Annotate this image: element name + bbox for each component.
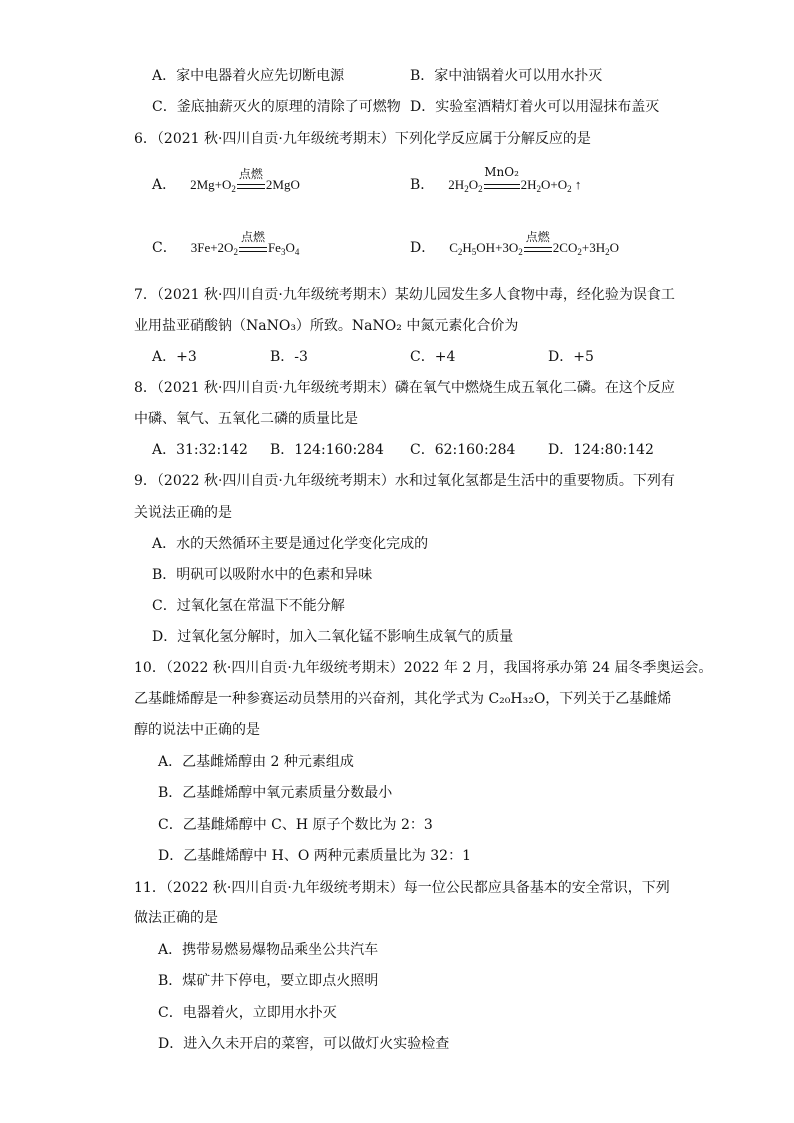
q10-stem-line2: 乙基雌烯醇是一种参赛运动员禁用的兴奋剂，其化学式为 C₂₀H₃₂O，下列关于乙基雌烯 (134, 691, 672, 707)
condition-label: 点燃 (238, 167, 263, 181)
q5-option-a: A．家中电器着火应先切断电源 (152, 68, 345, 84)
q11-stem-line1: 11．（2022 秋·四川自贡·九年级统考期末）每一位公民都应具备基本的安全常识，下列 (134, 880, 670, 896)
q5-option-b: B．家中油锅着火可以用水扑灭 (410, 68, 603, 84)
condition-label: MnO₂ (484, 165, 519, 179)
condition-label: 点燃 (525, 230, 550, 244)
q10-option-c: C．乙基雌烯醇中 C、H 原子个数比为 2：3 (158, 817, 433, 833)
q10-stem-line1: 10．（2022 秋·四川自贡·九年级统考期末）2022 年 2 月，我国将承办第 24 届冬季奥运会。 (134, 660, 713, 676)
q6-option-d: D． $C_2H_5OH+3O_2$ 点燃 $2CO_2+3H_2O$ (410, 230, 619, 257)
q9-option-c: C．过氧化氢在常温下不能分解 (152, 598, 345, 614)
q8-stem-line1: 8．（2021 秋·四川自贡·九年级统考期末）磷在氧气中燃烧生成五氧化二磷。在这个反应 (134, 380, 675, 396)
q9-stem-line2: 关说法正确的是 (134, 505, 232, 521)
q6-stem: 6．（2021 秋·四川自贡·九年级统考期末）下列化学反应属于分解反应的是 (134, 131, 591, 147)
q7-stem-line2: 业用盐亚硝酸钠（NaNO₃）所致。NaNO₂ 中氮元素化合价为 (134, 318, 519, 334)
q7-stem-line1: 7．（2021 秋·四川自贡·九年级统考期末）某幼儿园发生多人食物中毒，经化验为误食工 (134, 287, 675, 303)
q6-option-b-letter: B． (410, 177, 435, 193)
q6-option-a: A． $2Mg+O_2$ 点燃 2MgO (152, 167, 300, 194)
reaction-condition (237, 167, 265, 195)
q8-stem-line2: 中磷、氧气、五氧化二磷的质量比是 (134, 411, 358, 427)
q10-option-d: D．乙基雌烯醇中 H、O 两种元素质量比为 32：1 (158, 848, 471, 864)
q10-option-a: A．乙基雌烯醇由 2 种元素组成 (158, 754, 354, 770)
reaction-condition (239, 230, 267, 258)
q9-option-a: A．水的天然循环主要是通过化学变化完成的 (152, 536, 429, 552)
q9-option-b: B．明矾可以吸附水中的色素和异味 (152, 567, 373, 583)
q11-option-b: B．煤矿井下停电，要立即点火照明 (158, 973, 379, 989)
q10-stem-line3: 醇的说法中正确的是 (134, 722, 260, 738)
reaction-condition (484, 165, 520, 195)
q5-option-c: C．釜底抽薪灭火的原理的清除了可燃物 (152, 99, 401, 115)
q6-option-d-letter: D． (410, 240, 436, 256)
q7-option-a: A．+3 (152, 349, 197, 365)
q10-option-b: B．乙基雌烯醇中氧元素质量分数最小 (158, 785, 393, 801)
q9-stem-line1: 9．（2022 秋·四川自贡·九年级统考期末）水和过氧化氢都是生活中的重要物质。下列有 (134, 473, 675, 489)
q8-option-a: A．31:32:142 (152, 442, 248, 458)
q6-option-c-letter: C． (152, 240, 177, 256)
q11-option-d: D．进入久未开启的菜窖，可以做灯火实验检查 (158, 1036, 450, 1052)
q8-option-b: B．124:160:284 (270, 442, 384, 458)
q8-option-d: D．124:80:142 (548, 442, 654, 458)
q11-stem-line2: 做法正确的是 (134, 910, 218, 926)
condition-label: 点燃 (240, 230, 265, 244)
q9-option-d: D．过氧化氢分解时，加入二氧化锰不影响生成氧气的质量 (152, 629, 514, 645)
reaction-condition (524, 230, 552, 258)
q7-option-c: C．+4 (410, 349, 456, 365)
q6-option-c: C． $3Fe+2O_2$ 点燃 $Fe_3O_4$ (152, 230, 300, 257)
q7-option-b: B．-3 (270, 349, 308, 365)
q8-option-c: C．62:160:284 (410, 442, 516, 458)
q5-option-d: D．实验室酒精灯着火可以用湿抹布盖灭 (410, 99, 660, 115)
q6-option-b: B． $2H_2O_2$ MnO₂ $2H_2O+O_2$ ↑ (410, 165, 582, 194)
q11-option-c: C．电器着火，立即用水扑灭 (158, 1005, 337, 1021)
q6-option-a-letter: A． (152, 177, 177, 193)
q7-option-d: D．+5 (548, 349, 594, 365)
q11-option-a: A．携带易燃易爆物品乘坐公共汽车 (158, 942, 379, 958)
